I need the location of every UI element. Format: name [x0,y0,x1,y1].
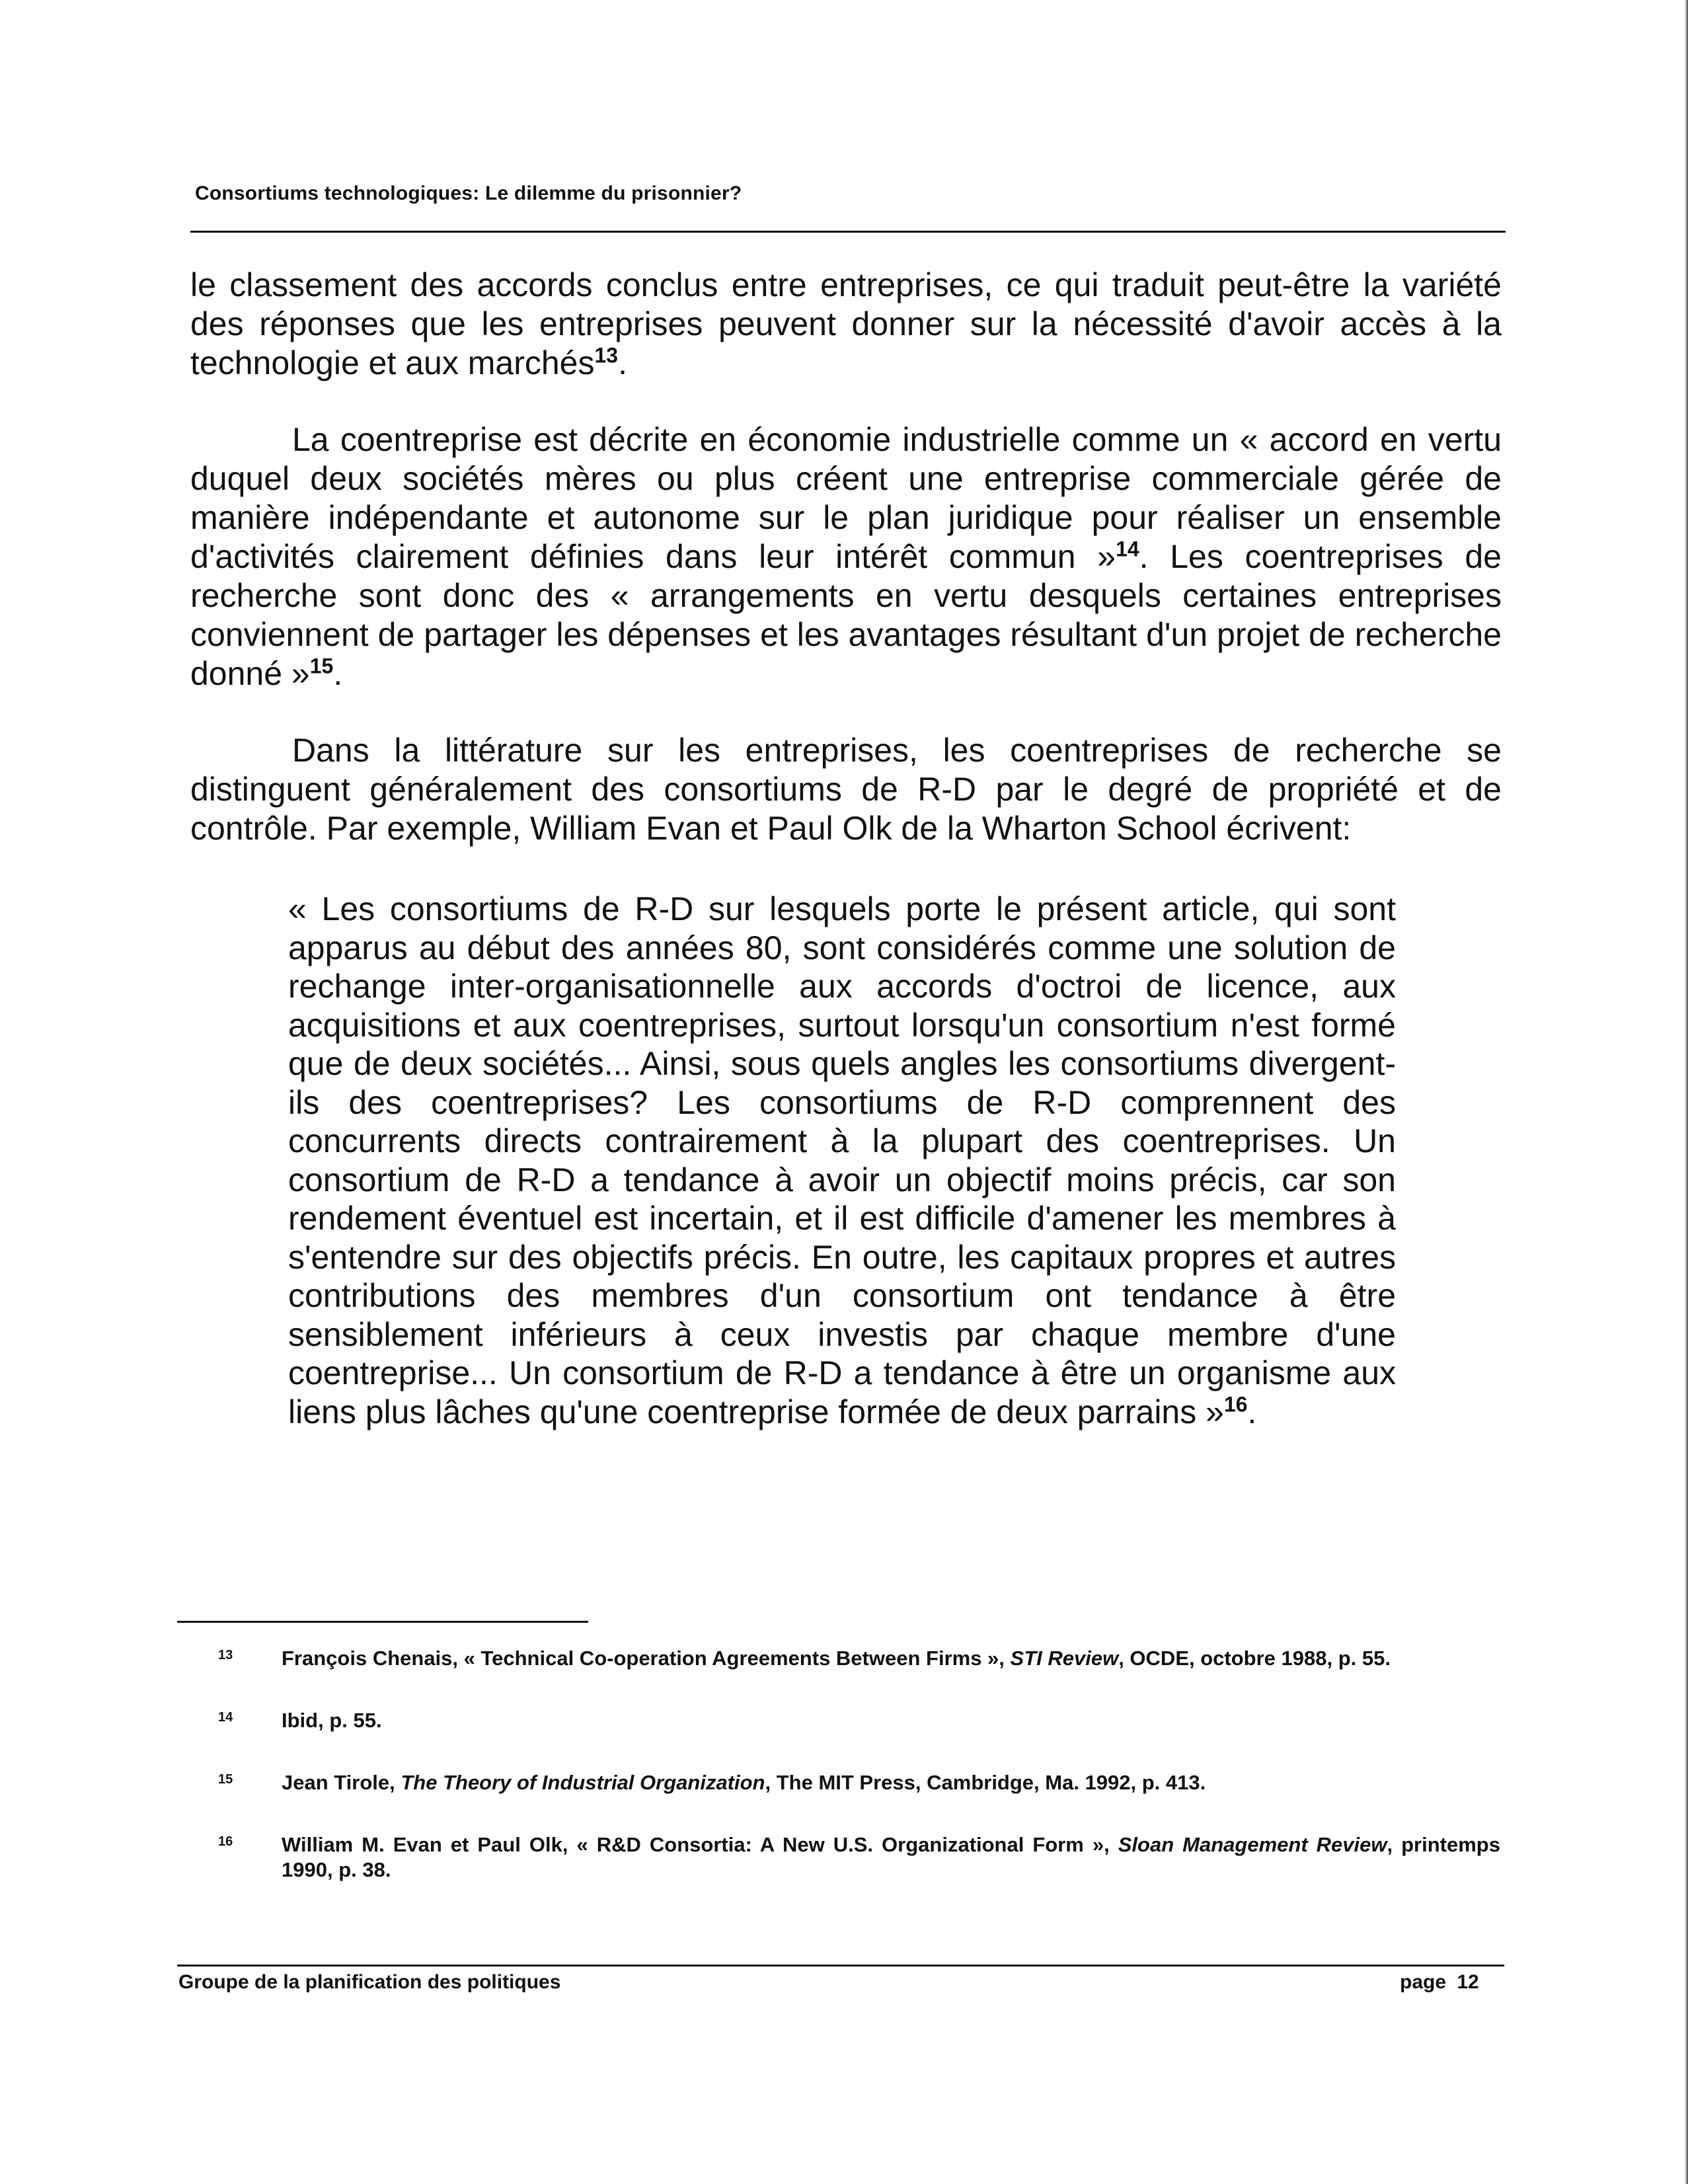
footnote-number: 14 [218,1710,233,1725]
footnote-text [282,1646,1500,1671]
scan-edge-shadow [1685,0,1688,2184]
footnote-item [218,1646,1500,1671]
block-quote-text: « Les consortiums de R-D sur lesquels porte le présent article, qui sont apparus au début des années 80, sont considérés comme une solution de rechange inter-organisationnelle aux accords d'octroi de licence, aux acquisitions et aux coentreprises, surtout lorsqu'un consortium n'est formé que de deux sociétés... Ainsi, sous quels angles les consortiums divergent-ils des coentreprises? Les consortiums de R-D comprennent des concurrents directs contrairement à la plupart des coentreprises. Un consortium de R-D a tendance à avoir un objectif moins précis, car son rendement éventuel est incertain, et il est difficile d'amener les membres à s'entendre sur des objectifs précis. En outre, les capitaux propres et autres contributions des membres d'un consortium ont tendance à être sensiblement inférieurs à ceux investis par chaque membre d'une coentreprise... Un consortium de R-D a tendance à être un organisme aux liens plus lâches qu'une coentreprise formée de deux parrains » [288,890,1396,1430]
footnote-separator [177,1621,588,1623]
footnote-text [282,1770,1500,1795]
footnote-number: 16 [218,1834,233,1849]
footnote-text-before: Ibid, p. 55. [282,1709,382,1732]
block-quote-end: . [1247,1393,1257,1430]
header-rule [190,231,1506,233]
footer-organization: Groupe de la planification des politiques [178,1971,561,1993]
body-text [190,266,1502,886]
footnote-number: 15 [218,1772,233,1787]
block-quote [288,890,1396,1431]
footnote-title-italic: STI Review [1010,1647,1119,1670]
footnote-ref-15: 15 [309,654,334,678]
paragraph-3 [190,731,1502,848]
footnote-title-italic: Sloan Management Review [1118,1833,1387,1856]
paragraph-1 [190,266,1502,383]
paragraph-1-end: . [618,344,627,381]
footnote-ref-13: 13 [594,343,619,368]
footnote-item [218,1770,1500,1795]
footnote-text-after: , OCDE, octobre 1988, p. 55. [1118,1647,1391,1670]
footnote-ref-16: 16 [1223,1391,1248,1416]
footnote-text-before: William M. Evan et Paul Olk, « R&D Consortia: A New U.S. Organizational Form », [282,1833,1118,1856]
footnote-item [218,1832,1500,1883]
paragraph-2 [190,420,1502,693]
footnote-title-italic: The Theory of Industrial Organization [401,1771,765,1794]
paragraph-2-part1: La coentreprise est décrite en économie industrielle comme un « accord en vertu duquel deux sociétés mères ou plus créent une entreprise commerciale gérée de manière indépendante et autonome sur le plan juridique pour réaliser un ensemble d'activités clairement définies dans leur intérêt commun » [190,421,1502,575]
footnote-text-before: François Chenais, « Technical Co-operation Agreements Between Firms », [282,1647,1011,1670]
footnote-text-after: , The MIT Press, Cambridge, Ma. 1992, p. 413. [765,1771,1206,1794]
footnote-number: 13 [218,1648,233,1662]
paragraph-2-part2: . Les coentreprises de recherche sont donc des « arrangements en vertu desquels certaines entreprises conviennent de partager les dépenses et les avantages résultant d'un projet de recherche donné » [190,538,1502,692]
page-number: page 12 [1400,1971,1479,1993]
footnote-text-after: , printemps 1990, p. 38. [282,1833,1500,1881]
paragraph-1-text: le classement des accords conclus entre entreprises, ce qui traduit peut-être la variété des réponses que les entreprises peuvent donner sur la nécessité d'avoir accès à la technologie et aux marchés [190,266,1502,381]
footnote-text-before: Jean Tirole, [282,1771,401,1794]
footer-rule [177,1965,1504,1967]
footnote-ref-14: 14 [1116,537,1139,561]
footnotes [218,1646,1500,1920]
running-header: Consortiums technologiques: Le dilemme du prisonnier? [195,182,742,204]
footnote-text [282,1708,1500,1733]
footnote-item [218,1708,1500,1733]
footnote-text [282,1832,1500,1883]
paragraph-3-text: Dans la littérature sur les entreprises, les coentreprises de recherche se distinguent généralement des consortiums de R-D par le degré de propriété et de contrôle. Par exemple, William Evan et Paul Olk de la Wharton School écrivent: [190,732,1502,847]
paragraph-2-end: . [333,655,343,692]
